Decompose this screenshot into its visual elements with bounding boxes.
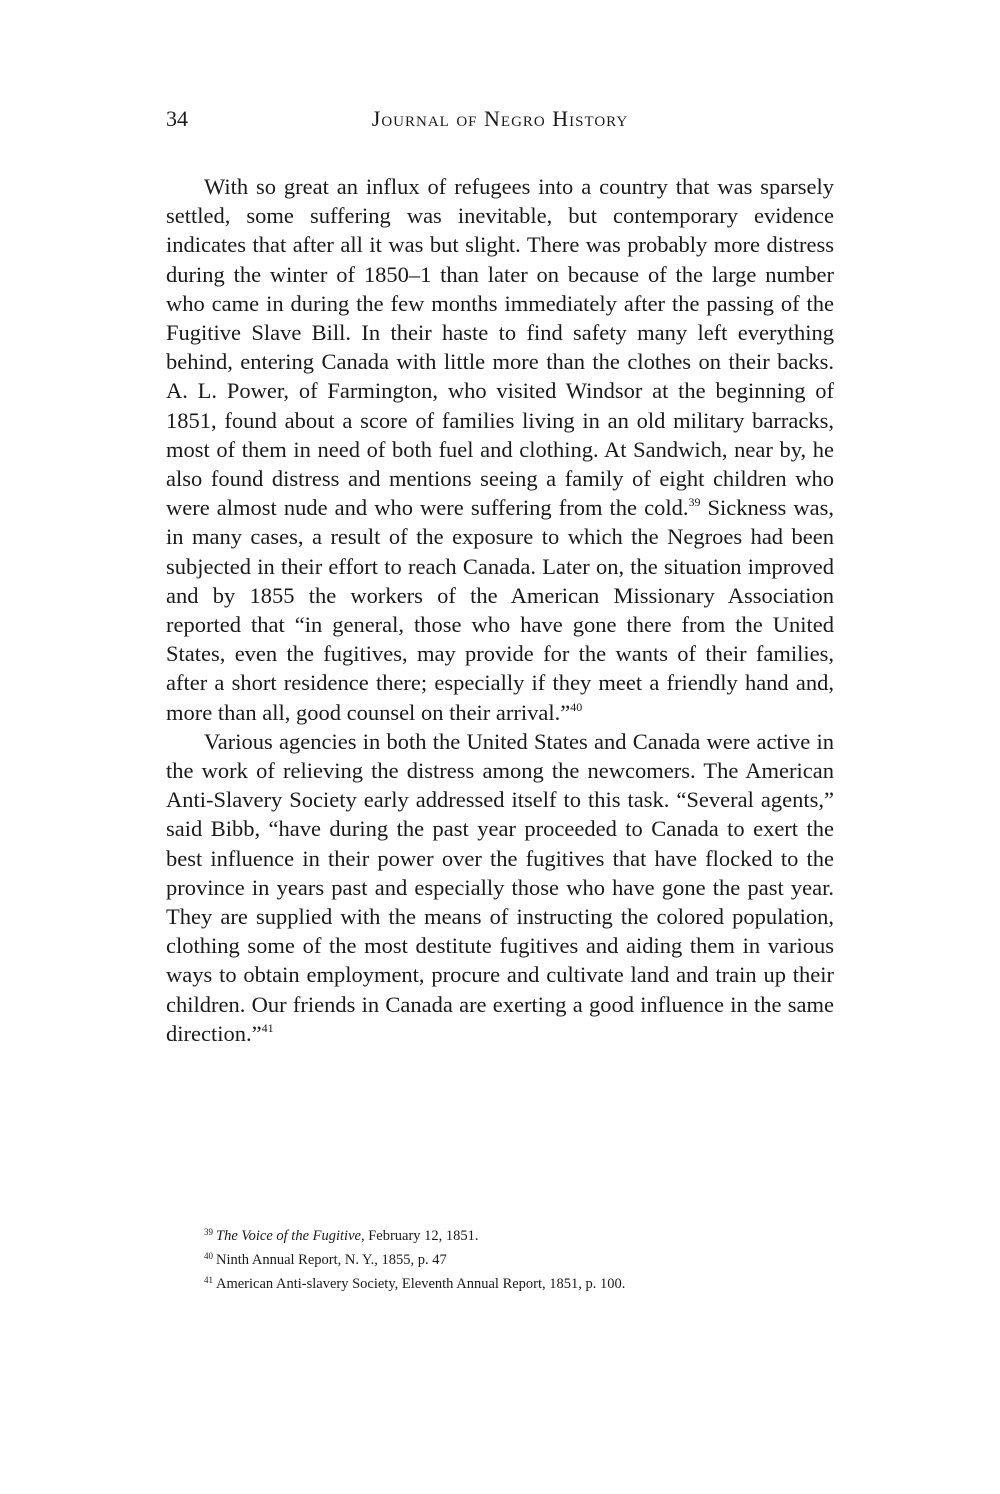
page-number: 34	[166, 106, 188, 131]
paragraph-text: With so great an influx of refugees into a country that was sparsely settled, some suffering was inevitable, but contemporary evidence indicates that after all it was but slight. There was probably more distress during the winter of 1850–1 than later on because of the large number who came in during the few months immediately after the passing of the Fugitive Slave Bill. In their haste to find safety many left everything behind, entering Canada with little more than the clothes on their backs. A. L. Power, of Farmington, who visited Windsor at the beginning of 1851, found about a score of families living in an old military barracks, most of them in need of both fuel and clothing. At Sandwich, near by, he also found distress and mentions seeing a family of eight children who were almost nude and who were suffering from the cold.	[166, 174, 834, 521]
footnote-ref: 40	[570, 699, 583, 714]
paragraph-1	[166, 172, 834, 727]
footnote-number: 39	[204, 1227, 213, 1237]
footnote-text: Ninth Annual Report, N. Y., 1855, p. 47	[216, 1252, 447, 1268]
paragraph-text: Various agencies in both the United States and Canada were active in the work of relieving the distress among the newcomers. The American Anti-Slavery Society early addressed itself to this task. “Several agents,” said Bibb, “have during the past year proceeded to Canada to exert the best influence in their power over the fugitives that have flocked to the province in years past and especially those who have gone the past year. They are supplied with the means of instructing the colored population, clothing some of the most destitute fugitives and aiding them in various ways to obtain employment, procure and cultivate land and train up their children. Our friends in Canada are exerting a good influence in the same direction.”	[166, 728, 834, 1046]
footnote-ref: 39	[688, 495, 701, 510]
footnote-number: 40	[204, 1251, 213, 1261]
footnote-title: The Voice of the Fugitive,	[216, 1228, 365, 1244]
paragraph-2	[166, 727, 834, 1048]
body-text	[166, 172, 834, 1048]
footnote-text: American Anti-slavery Society, Eleventh Annual Report, 1851, p. 100.	[216, 1276, 626, 1292]
footnote-ref: 41	[261, 1020, 274, 1035]
footnotes	[166, 1224, 834, 1296]
footnote-40	[166, 1248, 834, 1272]
running-head: Journal of Negro History	[371, 106, 629, 131]
footnote-39	[166, 1224, 834, 1248]
page-header	[166, 106, 834, 142]
footnote-text: February 12, 1851.	[364, 1228, 479, 1244]
paragraph-text: Sickness was, in many cases, a result of the exposure to which the Negroes had been subjected in their effort to reach Canada. Later on, the situation improved and by 1855 the workers of the American Missionary Association reported that “in general, those who have gone there from the United States, even the fugitives, may provide for the wants of their families, after a short residence there; especially if they meet a friendly hand and, more than all, good counsel on their arrival.”	[166, 495, 834, 725]
footnote-number: 41	[204, 1275, 213, 1285]
footnote-41	[166, 1272, 834, 1296]
